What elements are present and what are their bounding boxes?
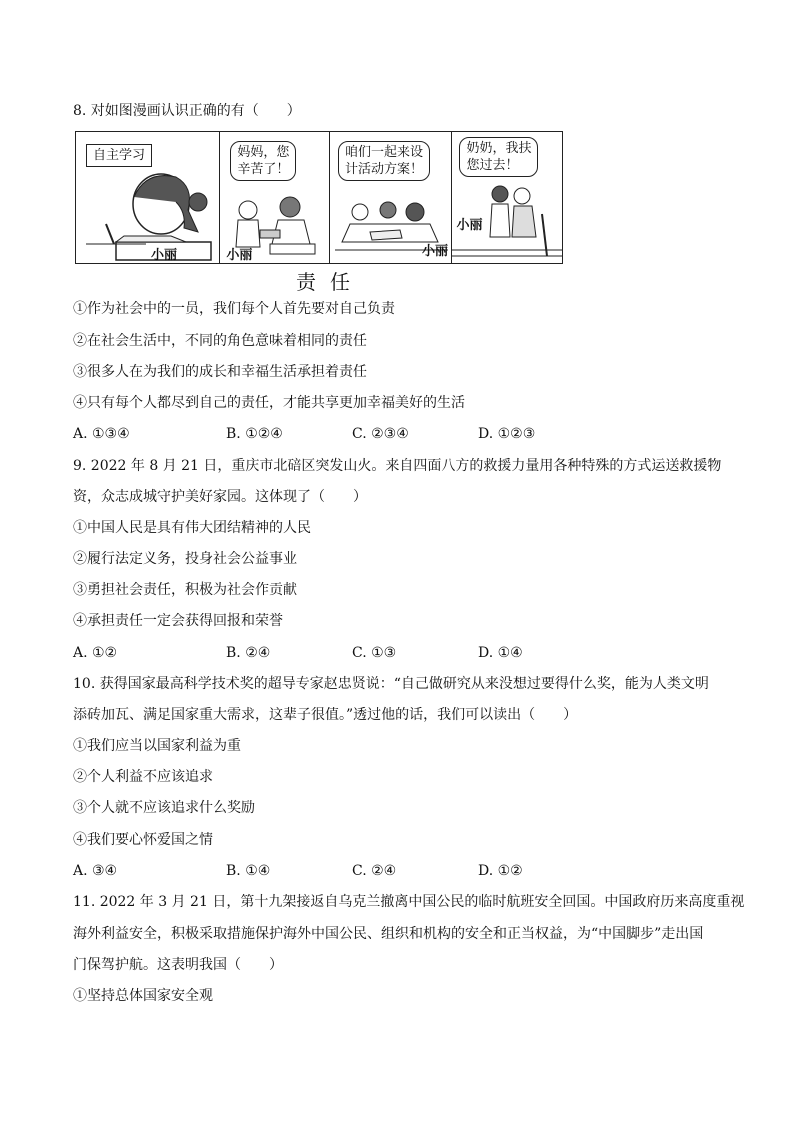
q11-stem-line-2: 海外利益安全，积极采取措施保护海外中国公民、组织和机构的安全和正当权益，为“中国脚步”走出国 xyxy=(73,926,704,942)
q8-item-4: ④只有每个人都尽到自己的责任，才能共享更加幸福美好的生活 xyxy=(73,395,465,411)
q8-option-a[interactable]: A. ①③④ xyxy=(73,426,130,442)
q10-option-b[interactable]: B. ①④ xyxy=(226,863,271,879)
comic-bubble-1: 自主学习 xyxy=(86,144,152,167)
q8-stem: 8. 对如图漫画认识正确的有（ ） xyxy=(73,103,301,119)
q9-stem-line-2: 资，众志成城守护美好家园。这体现了（ ） xyxy=(73,489,367,505)
comic-bubble-4: 奶奶，我扶 您过去！ xyxy=(459,137,538,177)
comic-strip xyxy=(75,131,563,264)
q10-item-3: ③个人就不应该追求什么奖励 xyxy=(73,800,255,816)
q9-option-b[interactable]: B. ②④ xyxy=(226,645,271,661)
q10-option-a[interactable]: A. ③④ xyxy=(73,863,118,879)
q8-option-c[interactable]: C. ②③④ xyxy=(352,426,409,442)
q9-stem-line-1: 9. 2022 年 8 月 21 日，重庆市北碚区突发山火。来自四面八方的救援力量用各种特殊的方式运送救援物 xyxy=(73,458,722,474)
comic-bubble-2: 妈妈，您 辛苦了！ xyxy=(230,141,296,181)
q8-item-2: ②在社会生活中，不同的角色意味着相同的责任 xyxy=(73,333,367,349)
q10-item-2: ②个人利益不应该追求 xyxy=(73,769,213,785)
q10-stem-line-1: 10. 获得国家最高科学技术奖的超导专家赵忠贤说：“自己做研究从来没想过要得什么奖，能为人类文明 xyxy=(73,676,709,692)
comic-panel-3 xyxy=(330,132,453,263)
q9-item-2: ②履行法定义务，投身社会公益事业 xyxy=(73,551,297,567)
q10-stem-line-2: 添砖加瓦、满足国家重大需求，这辈子很值。”透过他的话，我们可以读出（ ） xyxy=(73,707,578,723)
q9-item-1: ①中国人民是具有伟大团结精神的人民 xyxy=(73,520,311,536)
q11-stem-line-3: 门保驾护航。这表明我国（ ） xyxy=(73,957,283,973)
q9-item-4: ④承担责任一定会获得回报和荣誉 xyxy=(73,613,283,629)
name-label-3: 小丽 xyxy=(421,244,448,259)
name-label-1: 小丽 xyxy=(151,248,178,263)
q9-option-c[interactable]: C. ①③ xyxy=(352,645,397,661)
q11-item-1: ①坚持总体国家安全观 xyxy=(73,988,213,1004)
q8-option-d[interactable]: D. ①②③ xyxy=(478,426,536,442)
q8-item-3: ③很多人在为我们的成长和幸福生活承担着责任 xyxy=(73,364,367,380)
comic-panel-1 xyxy=(76,132,220,263)
q10-option-d[interactable]: D. ①② xyxy=(478,863,523,879)
name-label-4: 小丽 xyxy=(456,218,483,233)
q11-stem-line-1: 11. 2022 年 3 月 21 日，第十九架接返自乌克兰撤离中国公民的临时航班安全回国。中国政府历来高度重视 xyxy=(73,894,745,910)
comic-panel-2 xyxy=(220,132,330,263)
studying-girl-illustration xyxy=(76,132,220,262)
q10-item-4: ④我们要心怀爱国之情 xyxy=(73,832,213,848)
girl-and-mother-illustration xyxy=(220,132,330,262)
q8-option-b[interactable]: B. ①②④ xyxy=(226,426,283,442)
q10-option-c[interactable]: C. ②④ xyxy=(352,863,397,879)
name-label-2: 小丽 xyxy=(226,248,253,263)
q10-item-1: ①我们应当以国家利益为重 xyxy=(73,738,241,754)
helping-grandma-illustration xyxy=(452,132,562,262)
comic-caption: 责任 xyxy=(296,270,364,294)
comic-panel-4 xyxy=(452,132,562,263)
q8-item-1: ①作为社会中的一员，我们每个人首先要对自己负责 xyxy=(73,301,395,317)
q9-item-3: ③勇担社会责任，积极为社会作贡献 xyxy=(73,582,297,598)
comic-bubble-3: 咱们一起来设 计活动方案！ xyxy=(338,141,430,181)
q9-option-d[interactable]: D. ①④ xyxy=(478,645,523,661)
q9-option-a[interactable]: A. ①② xyxy=(73,645,118,661)
